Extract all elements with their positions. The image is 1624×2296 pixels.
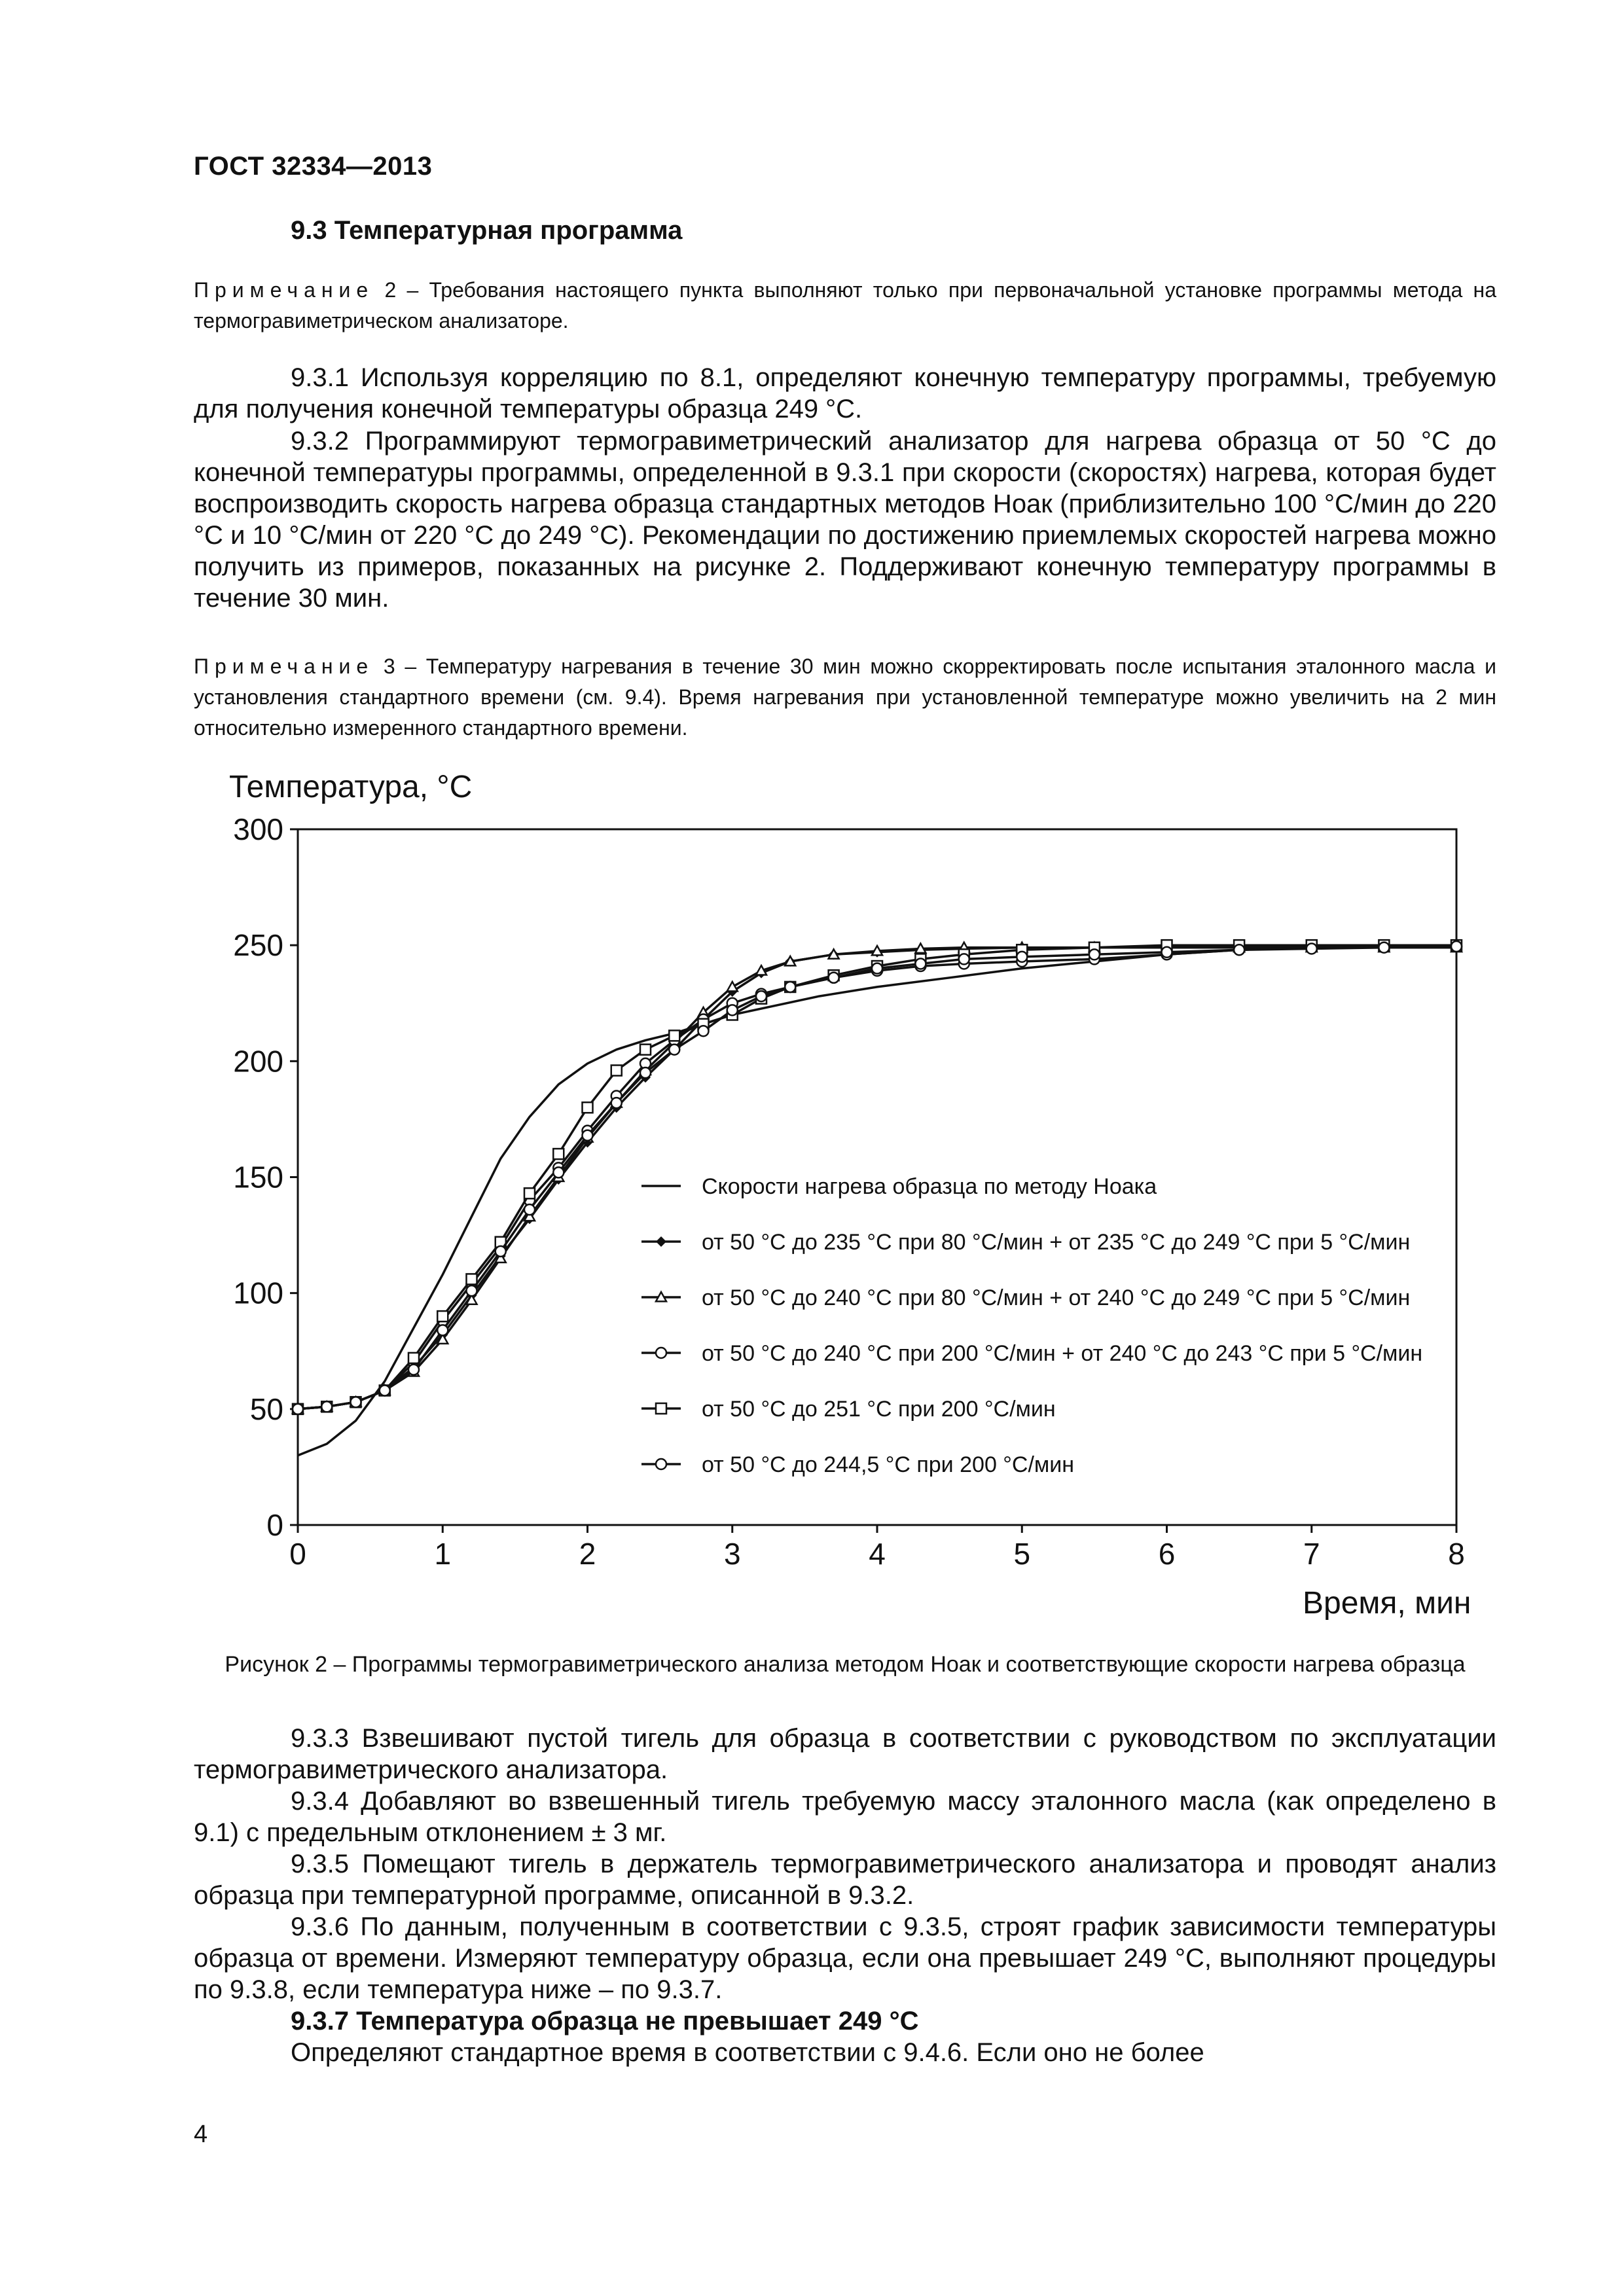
data-point-series-6 (640, 1067, 651, 1078)
data-point-series-6 (467, 1285, 477, 1296)
data-point-series-5 (583, 1102, 593, 1113)
data-point-series-6 (524, 1204, 535, 1215)
note-text: 2 – Требования настоящего пункта выполняют только при первоначальной установке программы метода на термогравиметрическом анализаторе. (194, 278, 1496, 332)
data-point-series-6 (872, 963, 882, 974)
data-point-series-6 (959, 954, 969, 964)
data-point-series-6 (756, 991, 767, 1001)
legend-label: Скорости нагрева образца по методу Ноака (702, 1174, 1157, 1199)
series-line-1 (298, 946, 1456, 1456)
document-code: ГОСТ 32334—2013 (194, 152, 433, 181)
data-point-series-5 (669, 1030, 679, 1041)
x-tick-label: 3 (723, 1537, 741, 1571)
paragraph-9-3-2: 9.3.2 Программируют термогравиметрический анализатор для нагрева образца от 50 °С до конечной температуры программы, определенной в 9.3.1 при скорости (скоростях) нагрева, которая будет воспроизводить скорость нагрева образца стандартных методов Ноак (приблизительно 100 °С/мин до 220 °С и 10 °С/мин от 220 °С до 249 °С). Рекомендации по достижению приемлемых скоростей нагрева можно получить из примеров, показанных на рисунке 2. Поддерживают конечную температуру программы в течение 30 мин. (194, 427, 1496, 613)
y-tick-label: 200 (233, 1044, 283, 1079)
data-point-series-6 (669, 1045, 679, 1055)
paragraph-9-3-5: 9.3.5 Помещают тигель в держатель термогравиметрического анализатора и проводят анализ образца при температурной программе, описанной в 9.3.2. (194, 1850, 1496, 1910)
data-point-series-6 (1162, 947, 1172, 958)
paragraph-9-3-1: 9.3.1 Используя корреляцию по 8.1, определяют конечную температуру программы, требуемую для получения конечной температуры образца 249 °С. (194, 363, 1496, 423)
x-tick-label: 2 (579, 1537, 596, 1571)
legend-label: от 50 °С до 235 °С при 80 °С/мин + от 235 °С до 249 °С при 5 °С/мин (702, 1230, 1411, 1255)
data-point-series-6 (1451, 941, 1462, 952)
data-point-series-3 (727, 982, 738, 991)
data-point-series-6 (1234, 944, 1244, 955)
x-axis-title: Время, мин (1303, 1586, 1471, 1621)
data-point-series-6 (611, 1098, 622, 1108)
x-tick-label: 5 (1013, 1537, 1031, 1571)
legend-marker (656, 1236, 666, 1247)
data-point-series-6 (1089, 949, 1100, 960)
legend-marker (656, 1348, 666, 1358)
data-point-series-6 (351, 1397, 361, 1407)
y-tick-label: 150 (233, 1160, 283, 1194)
y-tick-label: 0 (266, 1508, 283, 1542)
legend-label: от 50 °С до 251 °С при 200 °С/мин (702, 1397, 1056, 1422)
x-tick-label: 6 (1158, 1537, 1176, 1571)
legend-marker (656, 1403, 666, 1414)
paragraph-9-3-4: 9.3.4 Добавляют во взвешенный тигель требуемую массу эталонного масла (как определено в 9.1) с предельным отклонением ± 3 мг. (194, 1787, 1496, 1847)
legend-marker (656, 1459, 666, 1469)
data-point-series-6 (1017, 952, 1027, 962)
data-point-series-6 (727, 1005, 738, 1015)
data-point-series-5 (611, 1066, 622, 1076)
data-point-series-5 (640, 1045, 651, 1055)
data-point-series-6 (1307, 943, 1317, 954)
data-point-series-6 (829, 973, 839, 983)
x-tick-label: 4 (869, 1537, 886, 1571)
subsection-title: 9.3.7 Температура образца не превышает 249 °С (291, 2007, 919, 2036)
data-point-series-6 (380, 1385, 390, 1395)
data-point-series-6 (785, 982, 795, 992)
paragraph-9-3-3: 9.3.3 Взвешивают пустой тигель для образца в соответствии с руководством по эксплуатации термогравиметрического анализатора. (194, 1724, 1496, 1784)
data-point-series-5 (437, 1311, 448, 1321)
data-point-series-5 (467, 1274, 477, 1284)
legend-label: от 50 °С до 244,5 °С при 200 °С/мин (702, 1452, 1075, 1477)
data-point-series-6 (1379, 942, 1389, 953)
data-point-series-6 (293, 1404, 303, 1414)
data-point-series-5 (408, 1353, 419, 1363)
x-tick-label: 8 (1448, 1537, 1465, 1571)
y-tick-label: 300 (233, 812, 283, 846)
note-label: Примечание (194, 655, 374, 678)
legend-label: от 50 °С до 240 °С при 200 °С/мин + от 240 °С до 243 °С при 5 °С/мин (702, 1341, 1423, 1366)
section-title: 9.3 Температурная программа (291, 216, 683, 245)
data-point-series-6 (698, 1026, 709, 1036)
data-point-series-6 (583, 1130, 593, 1141)
paragraph-9-3-6: 9.3.6 По данным, полученным в соответствии с 9.3.5, строят график зависимости температуры образца от времени. Измеряют температуру образца, если она превышает 249 °С, выполняют процедуры по 9.3.8, если температура ниже – по 9.3.7. (194, 1912, 1496, 2004)
data-point-series-5 (553, 1149, 564, 1159)
y-tick-label: 50 (249, 1391, 283, 1426)
plot-area (233, 812, 1465, 1571)
x-tick-label: 7 (1303, 1537, 1320, 1571)
legend-label: от 50 °С до 240 °С при 80 °С/мин + от 240 °С до 249 °С при 5 °С/мин (702, 1285, 1411, 1310)
y-axis-title: Температура, °С (229, 770, 473, 804)
note-label: Примечание (194, 278, 374, 302)
data-point-series-6 (553, 1167, 564, 1177)
paragraph-9-3-7-title (194, 2005, 1496, 2037)
data-point-series-6 (408, 1365, 419, 1375)
paragraph-9-3-7-text: Определяют стандартное время в соответствии с 9.4.6. Если оно не более (291, 2038, 1204, 2067)
y-tick-label: 250 (233, 928, 283, 963)
x-tick-label: 0 (289, 1537, 306, 1571)
data-point-series-6 (437, 1325, 448, 1335)
data-point-series-6 (915, 959, 926, 969)
figure-caption: Рисунок 2 – Программы термогравиметрического анализа методом Ноак и соответствующие скорости нагрева образца (225, 1652, 1466, 1677)
page-number: 4 (194, 2121, 208, 2148)
data-point-series-6 (496, 1246, 506, 1257)
data-point-series-5 (524, 1188, 535, 1198)
y-tick-label: 100 (233, 1276, 283, 1310)
x-tick-label: 1 (434, 1537, 452, 1571)
note-text: 3 – Температуру нагревания в течение 30 мин можно скорректировать после испытания эталонного масла и установления стандартного времени (см. 9.4). Время нагревания при установленной температуре можно увеличить на 2 мин относительно измеренного стандартного времени. (194, 655, 1496, 740)
data-point-series-6 (321, 1401, 332, 1412)
